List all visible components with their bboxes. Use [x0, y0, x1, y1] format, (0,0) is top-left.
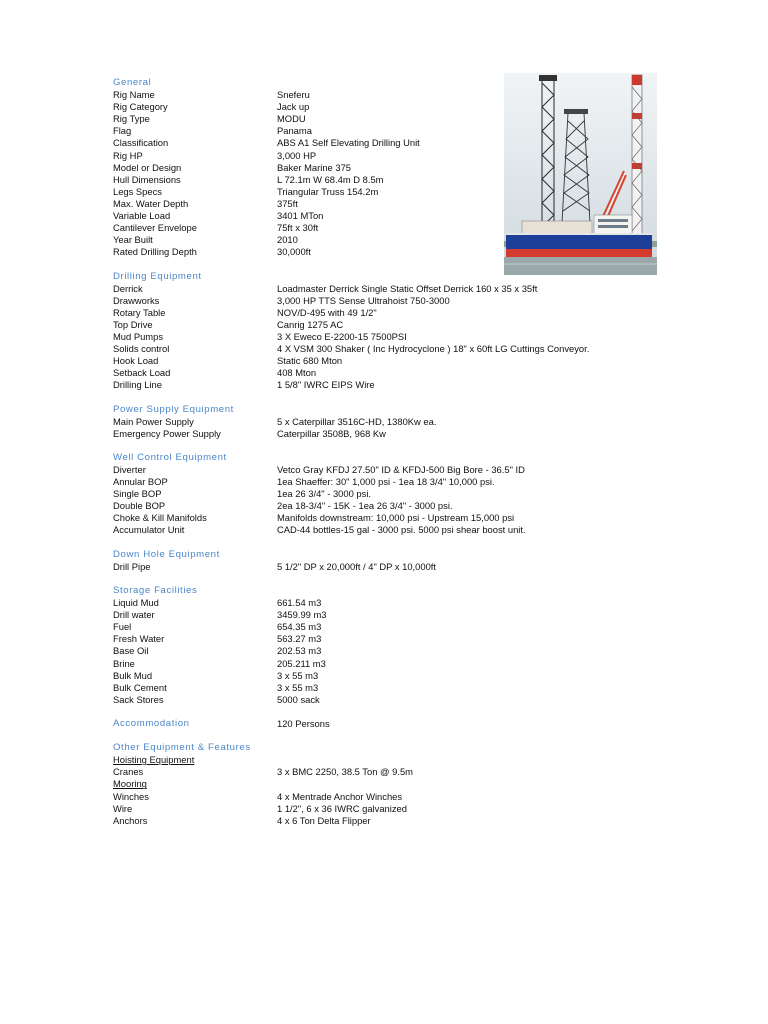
spec-value: Triangular Truss 154.2m — [277, 185, 379, 197]
spec-value: Static 680 Mton — [277, 355, 343, 367]
spec-value: 3 x BMC 2250, 38.5 Ton @ 9.5m — [277, 766, 413, 778]
spec-label: Drill water — [113, 609, 155, 621]
spec-row — [113, 416, 673, 428]
spec-label: Hook Load — [113, 355, 159, 367]
spec-label: Rotary Table — [113, 306, 166, 318]
spec-row — [113, 524, 673, 536]
spec-value: 202.53 m3 — [277, 645, 322, 657]
spec-value: 5000 sack — [277, 693, 320, 705]
spec-label: Model or Design — [113, 161, 182, 173]
spec-value: 5 1/2" DP x 20,000ft / 4" DP x 10,000ft — [277, 560, 437, 572]
spec-value: 1 5/8" IWRC EIPS Wire — [277, 379, 375, 391]
spec-row — [113, 597, 673, 609]
spec-value: 3 x 55 m3 — [277, 669, 319, 681]
spec-row — [113, 512, 673, 524]
spec-label: Base Oil — [113, 645, 149, 657]
spec-value — [277, 754, 673, 766]
spec-label: Rig HP — [113, 149, 143, 161]
spec-label: Annular BOP — [113, 476, 168, 488]
spec-value: L 72.1m W 68.4m D 8.5m — [277, 173, 384, 185]
spec-label: Single BOP — [113, 488, 162, 500]
rig-spec-document — [113, 77, 673, 827]
spec-row — [113, 367, 673, 379]
spec-row — [113, 791, 673, 803]
spec-label: Rig Type — [113, 113, 150, 125]
spec-label: Bulk Cement — [113, 681, 167, 693]
spec-row — [113, 670, 673, 682]
spec-row — [113, 162, 673, 174]
spec-value: 3459.99 m3 — [277, 609, 327, 621]
spec-value: 3,000 HP — [277, 149, 317, 161]
spec-label: Main Power Supply — [113, 415, 194, 427]
spec-row — [113, 343, 673, 355]
section-title: Down Hole Equipment — [113, 548, 220, 560]
spec-value: CAD-44 bottles-15 gal - 3000 psi. 5000 psi shear boost unit. — [277, 524, 526, 536]
spec-row — [113, 89, 673, 101]
spec-row — [113, 210, 673, 222]
spec-value: 1ea 26 3/4" - 3000 psi. — [277, 488, 372, 500]
spec-row — [113, 621, 673, 633]
section-title: Accommodation — [113, 717, 190, 729]
spec-row — [113, 645, 673, 657]
spec-row — [113, 283, 673, 295]
spec-label: Drawworks — [113, 294, 160, 306]
spec-value: 408 Mton — [277, 367, 317, 379]
spec-value: Manifolds downstream: 10,000 psi - Upstream 15,000 psi — [277, 512, 515, 524]
spec-label: Sack Stores — [113, 693, 164, 705]
spec-row — [113, 307, 673, 319]
spec-label: Rig Name — [113, 89, 155, 101]
spec-row — [113, 331, 673, 343]
spec-label: Solids control — [113, 343, 170, 355]
spec-label: Mud Pumps — [113, 330, 164, 342]
spec-value: Caterpillar 3508B, 968 Kw — [277, 427, 386, 439]
spec-label: Wire — [113, 802, 133, 814]
spec-value — [277, 778, 673, 790]
spec-value: 4 X VSM 300 Shaker ( Inc Hydrocyclone ) 18" x 60ft LG Cuttings Conveyor. — [277, 343, 590, 355]
section-title: Drilling Equipment — [113, 270, 202, 282]
spec-value: 75ft x 30ft — [277, 222, 319, 234]
spec-label: Choke & Kill Manifolds — [113, 512, 207, 524]
spec-label: Diverter — [113, 464, 146, 475]
spec-row — [113, 137, 673, 149]
spec-row — [113, 754, 673, 766]
spec-row — [113, 476, 673, 488]
spec-label: Double BOP — [113, 500, 166, 512]
spec-value: 2ea 18-3/4" - 15K - 1ea 26 3/4" - 3000 psi. — [277, 500, 453, 512]
spec-label: Cranes — [113, 766, 144, 778]
spec-label: Drill Pipe — [113, 560, 151, 572]
spec-label: Anchors — [113, 814, 148, 826]
spec-value: Baker Marine 375 — [277, 161, 351, 173]
spec-row — [113, 766, 673, 778]
spec-label: Year Built — [113, 234, 153, 246]
spec-value: Panama — [277, 125, 312, 137]
spec-value: 375ft — [277, 197, 298, 209]
spec-value: 654.35 m3 — [277, 621, 322, 633]
spec-label: Brine — [113, 657, 135, 669]
spec-row — [113, 246, 673, 258]
spec-value: 2010 — [277, 234, 298, 246]
spec-row — [113, 815, 673, 827]
spec-label: Max. Water Depth — [113, 197, 189, 209]
spec-row — [113, 633, 673, 645]
section-value: 120 Persons — [277, 717, 330, 729]
section-title: General — [113, 77, 152, 88]
spec-row — [113, 803, 673, 815]
spec-value: 661.54 m3 — [277, 597, 322, 609]
spec-row — [113, 295, 673, 307]
spec-row — [113, 234, 673, 246]
spec-value: 1ea Shaeffer: 30" 1,000 psi - 1ea 18 3/4" 10,000 psi. — [277, 476, 495, 488]
spec-row — [113, 101, 673, 113]
section-title: Power Supply Equipment — [113, 403, 234, 415]
spec-value: 205.211 m3 — [277, 657, 326, 669]
spec-label: Winches — [113, 790, 149, 802]
spec-value: 3 X Eweco E-2200-15 7500PSI — [277, 330, 407, 342]
spec-row — [113, 174, 673, 186]
spec-row — [113, 778, 673, 790]
spec-row — [113, 150, 673, 162]
spec-row — [113, 198, 673, 210]
subheading-label: Hoisting Equipment — [113, 754, 195, 766]
spec-value: MODU — [277, 113, 306, 125]
section-title: Storage Facilities — [113, 584, 198, 596]
spec-row — [113, 682, 673, 694]
spec-value: 3401 MTon — [277, 210, 324, 222]
spec-label: Accumulator Unit — [113, 524, 185, 536]
spec-value: 563.27 m3 — [277, 633, 322, 645]
spec-row — [113, 125, 673, 137]
spec-row — [113, 488, 673, 500]
spec-label: Legs Specs — [113, 185, 162, 197]
spec-label: Variable Load — [113, 210, 171, 222]
spec-row — [113, 428, 673, 440]
spec-label: Rig Category — [113, 101, 168, 113]
spec-label: Emergency Power Supply — [113, 427, 221, 439]
spec-row — [113, 500, 673, 512]
spec-value: Sneferu — [277, 89, 310, 101]
spec-label: Flag — [113, 125, 132, 137]
spec-label: Classification — [113, 137, 169, 149]
spec-value: 5 x Caterpillar 3516C-HD, 1380Kw ea. — [277, 415, 437, 427]
spec-value: 30,000ft — [277, 246, 311, 258]
spec-value: Vetco Gray KFDJ 27.50" ID & KFDJ-500 Big Bore - 36.5" ID — [277, 464, 525, 475]
spec-value: 3,000 HP TTS Sense Ultrahoist 750-3000 — [277, 294, 450, 306]
spec-label: Hull Dimensions — [113, 173, 181, 185]
spec-label: Derrick — [113, 282, 143, 294]
spec-row — [113, 609, 673, 621]
spec-value: 1 1/2", 6 x 36 IWRC galvanized — [277, 802, 407, 814]
spec-value: ABS A1 Self Elevating Drilling Unit — [277, 137, 420, 149]
spec-label: Cantilever Envelope — [113, 222, 197, 234]
spec-row — [113, 694, 673, 706]
spec-value: Loadmaster Derrick Single Static Offset Derrick 160 x 35 x 35ft — [277, 282, 538, 294]
spec-row — [113, 222, 673, 234]
spec-value: NOV/D-495 with 49 1/2" — [277, 306, 377, 318]
spec-value: 4 x Mentrade Anchor Winches — [277, 790, 403, 802]
spec-row — [113, 186, 673, 198]
spec-row — [113, 113, 673, 125]
spec-label: Top Drive — [113, 318, 153, 330]
section-title: Other Equipment & Features — [113, 742, 251, 754]
section-row-6 — [113, 718, 673, 730]
spec-value: 3 x 55 m3 — [277, 681, 319, 693]
subheading-label: Mooring — [113, 778, 147, 790]
spec-label: Rated Drilling Depth — [113, 246, 197, 258]
spec-label: Bulk Mud — [113, 669, 153, 681]
spec-row — [113, 355, 673, 367]
spec-value: Jack up — [277, 101, 310, 113]
spec-value: 4 x 6 Ton Delta Flipper — [277, 814, 371, 826]
section-title: Well Control Equipment — [113, 451, 227, 463]
spec-row — [113, 319, 673, 331]
spec-row — [113, 379, 673, 391]
spec-label: Liquid Mud — [113, 597, 159, 609]
spec-label: Setback Load — [113, 367, 171, 379]
spec-value: Canrig 1275 AC — [277, 318, 344, 330]
spec-label: Drilling Line — [113, 379, 162, 391]
spec-label: Fuel — [113, 621, 132, 633]
spec-label: Fresh Water — [113, 633, 165, 645]
spec-row — [113, 658, 673, 670]
spec-row — [113, 561, 673, 573]
spec-row — [113, 464, 673, 476]
